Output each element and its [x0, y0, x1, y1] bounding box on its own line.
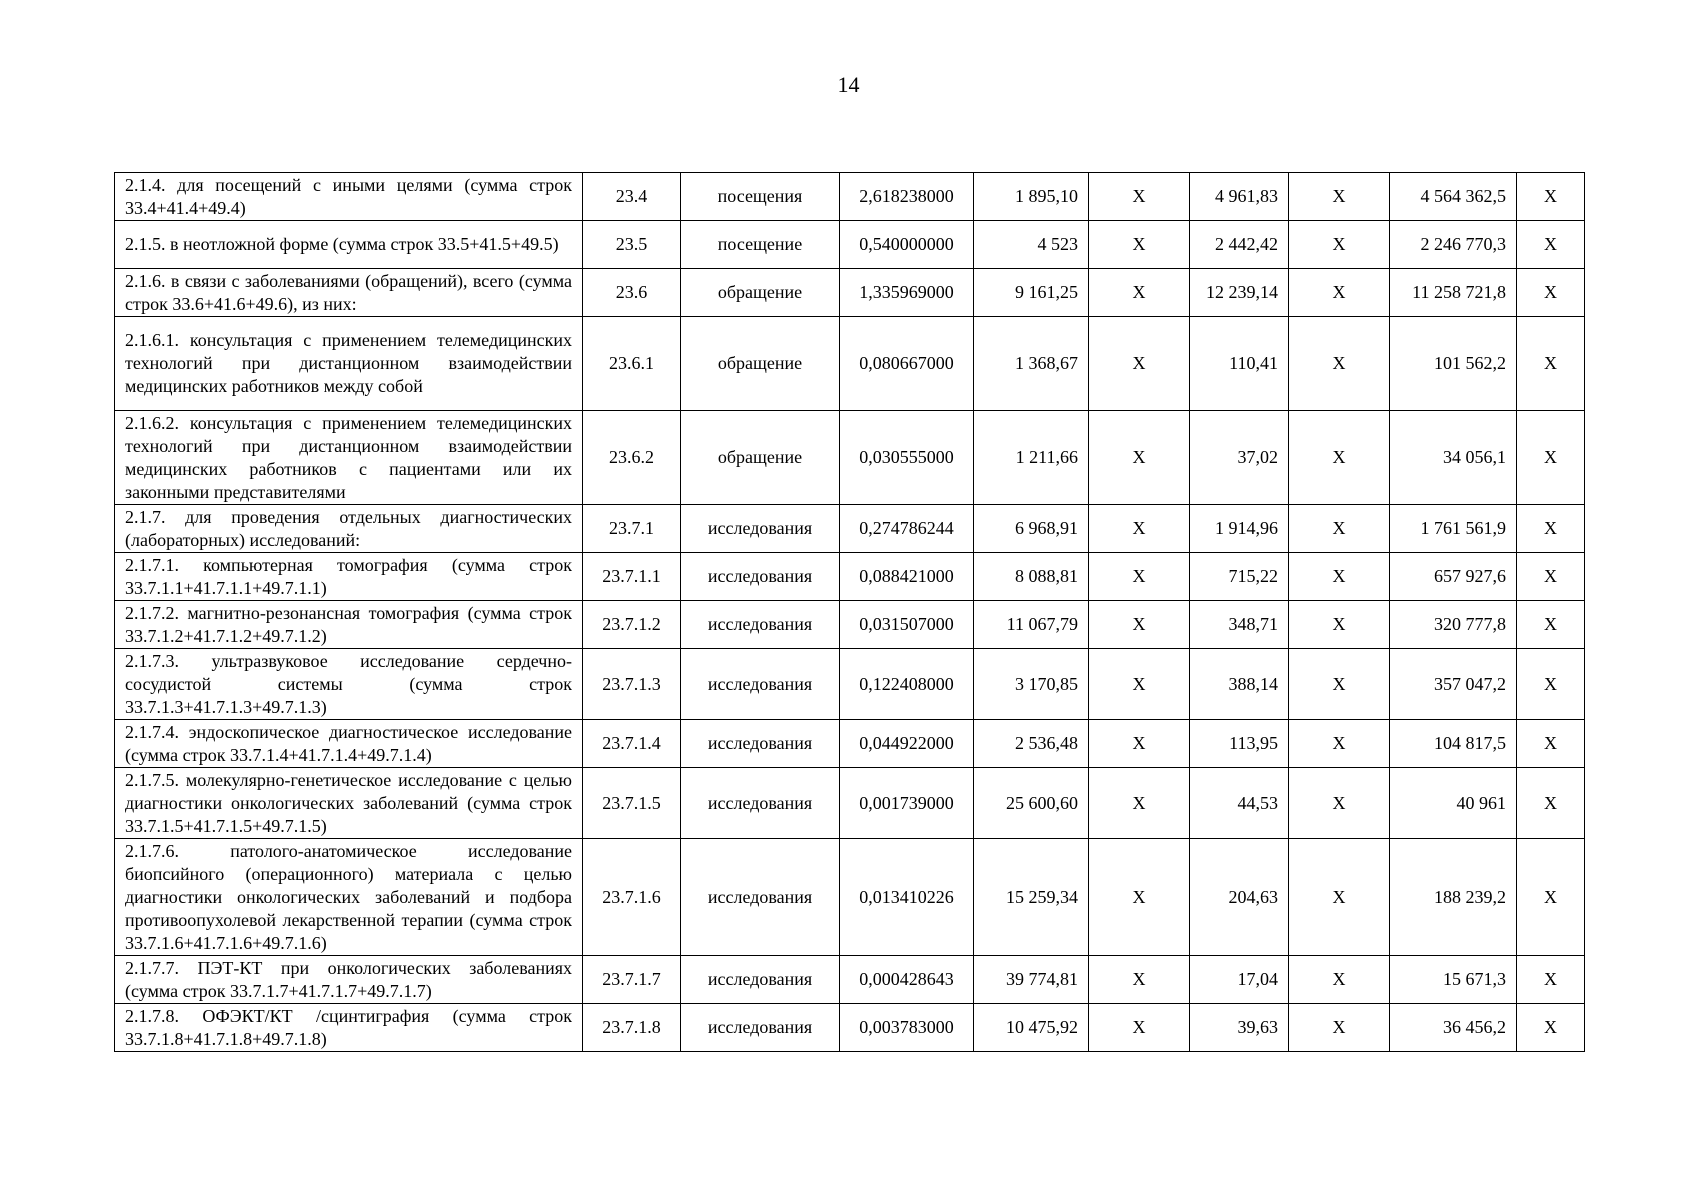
- table-row: [115, 1004, 1585, 1052]
- row-cost: 9 161,25: [974, 269, 1089, 317]
- row-x-mark: Х: [1089, 173, 1190, 221]
- row-x-mark: Х: [1289, 317, 1390, 411]
- row-per-capita: 110,41: [1190, 317, 1289, 411]
- row-total: 4 564 362,5: [1390, 173, 1517, 221]
- row-per-capita: 4 961,83: [1190, 173, 1289, 221]
- row-x-mark: Х: [1289, 720, 1390, 768]
- table-row: [115, 839, 1585, 956]
- row-per-capita: 2 442,42: [1190, 221, 1289, 269]
- row-x-mark: Х: [1517, 173, 1585, 221]
- row-x-mark: Х: [1517, 269, 1585, 317]
- financing-table: [114, 172, 1585, 1052]
- table-row: [115, 411, 1585, 505]
- page-number: 14: [837, 72, 860, 97]
- row-unit: обращение: [681, 411, 840, 505]
- row-norm: 0,044922000: [840, 720, 974, 768]
- row-x-mark: Х: [1517, 720, 1585, 768]
- row-x-mark: Х: [1517, 221, 1585, 269]
- row-norm: 0,000428643: [840, 956, 974, 1004]
- row-code: 23.7.1.5: [583, 768, 681, 839]
- row-x-mark: Х: [1289, 839, 1390, 956]
- row-cost: 4 523: [974, 221, 1089, 269]
- row-cost: 2 536,48: [974, 720, 1089, 768]
- row-per-capita: 113,95: [1190, 720, 1289, 768]
- row-code: 23.7.1.3: [583, 649, 681, 720]
- row-total: 357 047,2: [1390, 649, 1517, 720]
- row-x-mark: Х: [1089, 839, 1190, 956]
- row-name: 2.1.7.1. компьютерная томография (сумма строк 33.7.1.1+41.7.1.1+49.7.1.1): [115, 553, 583, 601]
- row-x-mark: Х: [1089, 768, 1190, 839]
- row-code: 23.7.1.2: [583, 601, 681, 649]
- row-unit: посещения: [681, 173, 840, 221]
- row-x-mark: Х: [1089, 601, 1190, 649]
- row-cost: 11 067,79: [974, 601, 1089, 649]
- row-x-mark: Х: [1289, 269, 1390, 317]
- row-x-mark: Х: [1517, 411, 1585, 505]
- table-row: [115, 601, 1585, 649]
- row-name: 2.1.5. в неотложной форме (сумма строк 33.5+41.5+49.5): [115, 221, 583, 269]
- row-per-capita: 348,71: [1190, 601, 1289, 649]
- row-total: 34 056,1: [1390, 411, 1517, 505]
- row-norm: 0,030555000: [840, 411, 974, 505]
- row-per-capita: 39,63: [1190, 1004, 1289, 1052]
- row-name: 2.1.7.6. патолого-анатомическое исследование биопсийного (операционного) материала с целью диагностики онкологических заболеваний и подбора противоопухолевой лекарственной терапии (сумма строк 33.7.1.6+41.7.1.6+49.7.1.6): [115, 839, 583, 956]
- row-cost: 25 600,60: [974, 768, 1089, 839]
- row-per-capita: 37,02: [1190, 411, 1289, 505]
- row-unit: исследования: [681, 768, 840, 839]
- row-x-mark: Х: [1089, 317, 1190, 411]
- row-unit: обращение: [681, 317, 840, 411]
- row-norm: 0,274786244: [840, 505, 974, 553]
- row-x-mark: Х: [1089, 649, 1190, 720]
- row-x-mark: Х: [1089, 221, 1190, 269]
- row-per-capita: 1 914,96: [1190, 505, 1289, 553]
- row-code: 23.4: [583, 173, 681, 221]
- row-x-mark: Х: [1089, 553, 1190, 601]
- row-name: 2.1.7.8. ОФЭКТ/КТ /сцинтиграфия (сумма строк 33.7.1.8+41.7.1.8+49.7.1.8): [115, 1004, 583, 1052]
- row-norm: 0,122408000: [840, 649, 974, 720]
- row-x-mark: Х: [1289, 505, 1390, 553]
- row-x-mark: Х: [1517, 839, 1585, 956]
- row-x-mark: Х: [1289, 173, 1390, 221]
- table-row: [115, 553, 1585, 601]
- table-row: [115, 956, 1585, 1004]
- row-code: 23.6.1: [583, 317, 681, 411]
- table-row: [115, 505, 1585, 553]
- table-row: [115, 317, 1585, 411]
- row-x-mark: Х: [1289, 601, 1390, 649]
- row-x-mark: Х: [1517, 317, 1585, 411]
- row-cost: 3 170,85: [974, 649, 1089, 720]
- table-row: [115, 768, 1585, 839]
- row-unit: исследования: [681, 1004, 840, 1052]
- row-x-mark: Х: [1089, 1004, 1190, 1052]
- row-name: 2.1.7.7. ПЭТ-КТ при онкологических заболеваниях (сумма строк 33.7.1.7+41.7.1.7+49.7.1.7): [115, 956, 583, 1004]
- row-code: 23.7.1: [583, 505, 681, 553]
- row-name: 2.1.4. для посещений с иными целями (сумма строк 33.4+41.4+49.4): [115, 173, 583, 221]
- row-norm: 0,540000000: [840, 221, 974, 269]
- table-row: [115, 720, 1585, 768]
- row-x-mark: Х: [1289, 553, 1390, 601]
- row-norm: 0,003783000: [840, 1004, 974, 1052]
- row-total: 1 761 561,9: [1390, 505, 1517, 553]
- row-norm: 0,031507000: [840, 601, 974, 649]
- row-x-mark: Х: [1089, 720, 1190, 768]
- row-name: 2.1.7.4. эндоскопическое диагностическое исследование (сумма строк 33.7.1.4+41.7.1.4+49.7.1.4): [115, 720, 583, 768]
- row-x-mark: Х: [1517, 649, 1585, 720]
- row-cost: 1 368,67: [974, 317, 1089, 411]
- row-unit: обращение: [681, 269, 840, 317]
- row-total: 15 671,3: [1390, 956, 1517, 1004]
- row-code: 23.7.1.1: [583, 553, 681, 601]
- row-cost: 15 259,34: [974, 839, 1089, 956]
- row-total: 11 258 721,8: [1390, 269, 1517, 317]
- row-name: 2.1.7.2. магнитно-резонансная томография (сумма строк 33.7.1.2+41.7.1.2+49.7.1.2): [115, 601, 583, 649]
- row-x-mark: Х: [1289, 221, 1390, 269]
- row-norm: 0,088421000: [840, 553, 974, 601]
- table-body: [115, 173, 1585, 1052]
- row-x-mark: Х: [1089, 269, 1190, 317]
- row-x-mark: Х: [1517, 1004, 1585, 1052]
- row-x-mark: Х: [1089, 505, 1190, 553]
- row-unit: исследования: [681, 553, 840, 601]
- row-name: 2.1.7.5. молекулярно-генетическое исследование с целью диагностики онкологических заболеваний (сумма строк 33.7.1.5+41.7.1.5+49.7.1.5): [115, 768, 583, 839]
- row-norm: 1,335969000: [840, 269, 974, 317]
- table-row: [115, 221, 1585, 269]
- row-name: 2.1.7. для проведения отдельных диагностических (лабораторных) исследований:: [115, 505, 583, 553]
- row-norm: 0,001739000: [840, 768, 974, 839]
- row-x-mark: Х: [1289, 1004, 1390, 1052]
- row-code: 23.7.1.6: [583, 839, 681, 956]
- row-cost: 10 475,92: [974, 1004, 1089, 1052]
- row-x-mark: Х: [1517, 956, 1585, 1004]
- row-unit: исследования: [681, 649, 840, 720]
- row-code: 23.6.2: [583, 411, 681, 505]
- table-row: [115, 173, 1585, 221]
- row-total: 104 817,5: [1390, 720, 1517, 768]
- row-norm: 0,013410226: [840, 839, 974, 956]
- row-unit: исследования: [681, 601, 840, 649]
- row-code: 23.5: [583, 221, 681, 269]
- row-x-mark: Х: [1517, 601, 1585, 649]
- row-per-capita: 12 239,14: [1190, 269, 1289, 317]
- row-x-mark: Х: [1517, 553, 1585, 601]
- row-total: 40 961: [1390, 768, 1517, 839]
- row-per-capita: 388,14: [1190, 649, 1289, 720]
- row-total: 320 777,8: [1390, 601, 1517, 649]
- row-unit: исследования: [681, 505, 840, 553]
- row-x-mark: Х: [1089, 956, 1190, 1004]
- row-cost: 1 211,66: [974, 411, 1089, 505]
- row-norm: 2,618238000: [840, 173, 974, 221]
- row-code: 23.7.1.8: [583, 1004, 681, 1052]
- row-name: 2.1.6.2. консультация с применением телемедицинских технологий при дистанционном взаимодействии медицинских работников с пациентами или их законными представителями: [115, 411, 583, 505]
- row-per-capita: 44,53: [1190, 768, 1289, 839]
- row-x-mark: Х: [1289, 649, 1390, 720]
- row-unit: исследования: [681, 839, 840, 956]
- row-total: 188 239,2: [1390, 839, 1517, 956]
- row-cost: 39 774,81: [974, 956, 1089, 1004]
- row-name: 2.1.6.1. консультация с применением телемедицинских технологий при дистанционном взаимодействии медицинских работников между собой: [115, 317, 583, 411]
- table-row: [115, 649, 1585, 720]
- row-per-capita: 17,04: [1190, 956, 1289, 1004]
- row-cost: 1 895,10: [974, 173, 1089, 221]
- row-unit: исследования: [681, 956, 840, 1004]
- row-per-capita: 715,22: [1190, 553, 1289, 601]
- table-row: [115, 269, 1585, 317]
- row-x-mark: Х: [1289, 956, 1390, 1004]
- row-x-mark: Х: [1289, 768, 1390, 839]
- row-cost: 8 088,81: [974, 553, 1089, 601]
- row-code: 23.7.1.7: [583, 956, 681, 1004]
- row-name: 2.1.6. в связи с заболеваниями (обращений), всего (сумма строк 33.6+41.6+49.6), из них:: [115, 269, 583, 317]
- row-x-mark: Х: [1089, 411, 1190, 505]
- row-total: 2 246 770,3: [1390, 221, 1517, 269]
- row-per-capita: 204,63: [1190, 839, 1289, 956]
- row-cost: 6 968,91: [974, 505, 1089, 553]
- row-total: 101 562,2: [1390, 317, 1517, 411]
- row-unit: посещение: [681, 221, 840, 269]
- row-x-mark: Х: [1517, 505, 1585, 553]
- row-code: 23.7.1.4: [583, 720, 681, 768]
- row-code: 23.6: [583, 269, 681, 317]
- row-x-mark: Х: [1517, 768, 1585, 839]
- row-x-mark: Х: [1289, 411, 1390, 505]
- row-total: 36 456,2: [1390, 1004, 1517, 1052]
- row-norm: 0,080667000: [840, 317, 974, 411]
- row-total: 657 927,6: [1390, 553, 1517, 601]
- row-name: 2.1.7.3. ультразвуковое исследование сердечно-сосудистой системы (сумма строк 33.7.1.3+41.7.1.3+49.7.1.3): [115, 649, 583, 720]
- row-unit: исследования: [681, 720, 840, 768]
